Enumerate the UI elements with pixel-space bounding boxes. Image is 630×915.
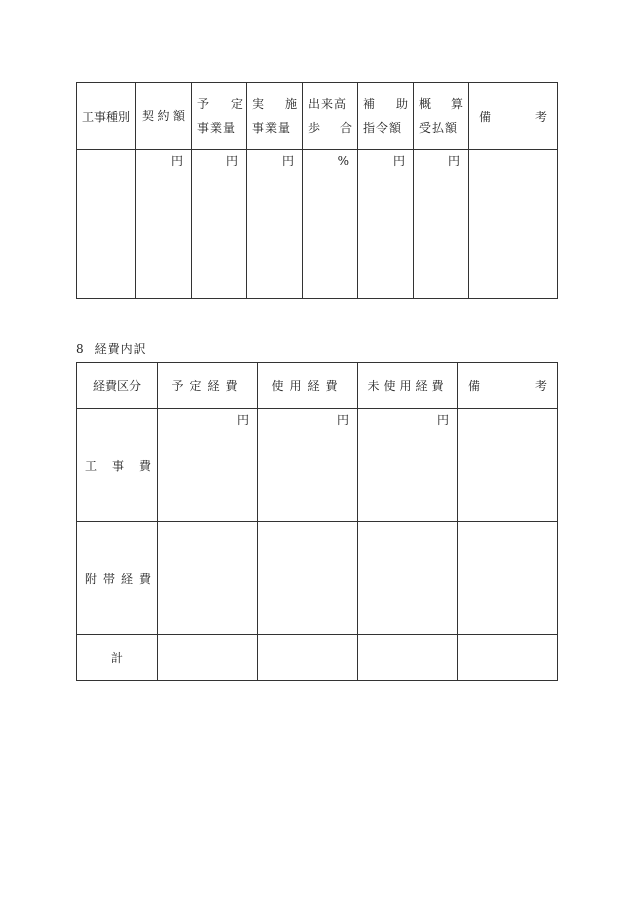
section-number: 8 xyxy=(76,342,85,356)
cell-kei-shiyo[interactable] xyxy=(258,635,358,681)
work-progress-table xyxy=(76,82,558,299)
section-title-text: 経費内訳 xyxy=(94,342,147,356)
unit-shiyo: 円 xyxy=(336,413,349,427)
header-mishiyo-keihi-text: 未使用経費 xyxy=(367,379,448,393)
label-kei-text: 計 xyxy=(110,651,123,665)
header-jisshi-bottom: 事業量 xyxy=(252,121,292,135)
header-biko xyxy=(469,83,558,150)
unit-mishiyo: 円 xyxy=(436,413,449,427)
cell-dekidaka[interactable] xyxy=(303,150,358,299)
cell-koji-shubetsu[interactable] xyxy=(77,150,136,299)
label-char: 工 xyxy=(85,458,98,473)
header-gaisan-char: 算 xyxy=(450,97,463,111)
header-hojo xyxy=(358,83,414,150)
label-char: 帯 xyxy=(102,571,115,586)
header-kubun xyxy=(77,363,158,409)
cell-kei-yotei[interactable] xyxy=(158,635,258,681)
cell-futai-shiyo[interactable] xyxy=(258,522,358,635)
header-dekidaka-top: 出来高 xyxy=(308,97,348,111)
cell-kei-mishiyo[interactable] xyxy=(358,635,458,681)
cell-futai-biko[interactable] xyxy=(458,522,558,635)
label-koji-hi xyxy=(77,409,158,522)
header-koji-shubetsu-text: 工事種別 xyxy=(81,109,130,124)
cell-futai-mishiyo[interactable] xyxy=(358,522,458,635)
label-char: 費 xyxy=(138,458,151,473)
header-shiyo-keihi-text: 使用経費 xyxy=(271,379,344,393)
table1-data-row xyxy=(77,150,558,299)
cell-koji-yotei[interactable] xyxy=(158,409,258,522)
unit-yotei: 円 xyxy=(225,154,238,168)
table2-header-row xyxy=(77,363,558,409)
header-gaisan xyxy=(414,83,469,150)
header-biko-char: 備 xyxy=(479,109,492,124)
header-mishiyo-keihi xyxy=(358,363,458,409)
header-jisshi xyxy=(247,83,303,150)
header-gaisan-char: 概 xyxy=(419,97,432,111)
row-koji-hi xyxy=(77,409,558,522)
cell-hojo[interactable] xyxy=(358,150,414,299)
row-futai-keihi xyxy=(77,522,558,635)
header-dekidaka-char: 合 xyxy=(339,121,352,135)
header-yotei-char: 予 xyxy=(197,97,210,111)
cell-futai-yotei[interactable] xyxy=(158,522,258,635)
unit-jisshi: 円 xyxy=(281,154,294,168)
header-yotei-keihi xyxy=(158,363,258,409)
label-char: 附 xyxy=(85,571,98,586)
header-gaisan-bottom: 受払額 xyxy=(419,121,459,135)
label-char: 費 xyxy=(138,571,151,586)
header-biko xyxy=(458,363,558,409)
label-char: 経 xyxy=(120,571,133,586)
section-8-title xyxy=(76,340,147,357)
header-yotei xyxy=(192,83,247,150)
header-keiyaku xyxy=(136,83,192,150)
label-futai-keihi xyxy=(77,522,158,635)
expense-breakdown-table xyxy=(76,362,558,681)
unit-dekidaka: % xyxy=(337,154,349,168)
header-biko-char: 備 xyxy=(468,379,481,393)
cell-koji-shiyo[interactable] xyxy=(258,409,358,522)
unit-keiyaku: 円 xyxy=(170,154,183,168)
header-shiyo-keihi xyxy=(258,363,358,409)
cell-keiyaku[interactable] xyxy=(136,150,192,299)
cell-koji-mishiyo[interactable] xyxy=(358,409,458,522)
cell-biko[interactable] xyxy=(469,150,558,299)
label-char: 事 xyxy=(111,458,124,473)
header-jisshi-char: 施 xyxy=(284,97,297,111)
header-hojo-char: 補 xyxy=(363,97,376,111)
header-yotei-char: 定 xyxy=(231,97,244,111)
header-koji-shubetsu xyxy=(77,83,136,150)
header-keiyaku-char: 額 xyxy=(172,109,185,123)
header-hojo-bottom: 指令額 xyxy=(363,121,403,135)
header-yotei-keihi-text: 予定経費 xyxy=(171,379,244,393)
header-keiyaku-char: 契 xyxy=(142,109,155,123)
header-yotei-bottom: 事業量 xyxy=(197,121,237,135)
cell-kei-biko[interactable] xyxy=(458,635,558,681)
unit-hojo: 円 xyxy=(392,154,405,168)
header-jisshi-char: 実 xyxy=(252,97,265,111)
unit-gaisan: 円 xyxy=(447,154,460,168)
cell-koji-biko[interactable] xyxy=(458,409,558,522)
header-kubun-text: 経費区分 xyxy=(92,379,141,393)
header-dekidaka-char: 歩 xyxy=(308,121,321,135)
header-dekidaka xyxy=(303,83,358,150)
header-biko-char: 考 xyxy=(534,379,547,393)
unit-yotei: 円 xyxy=(236,413,249,427)
label-kei xyxy=(77,635,158,681)
header-hojo-char: 助 xyxy=(395,97,408,111)
cell-yotei[interactable] xyxy=(192,150,247,299)
table1-header-row xyxy=(77,83,558,150)
row-kei xyxy=(77,635,558,681)
cell-jisshi[interactable] xyxy=(247,150,303,299)
cell-gaisan[interactable] xyxy=(414,150,469,299)
header-keiyaku-char: 約 xyxy=(157,109,170,123)
header-biko-char: 考 xyxy=(534,109,547,124)
